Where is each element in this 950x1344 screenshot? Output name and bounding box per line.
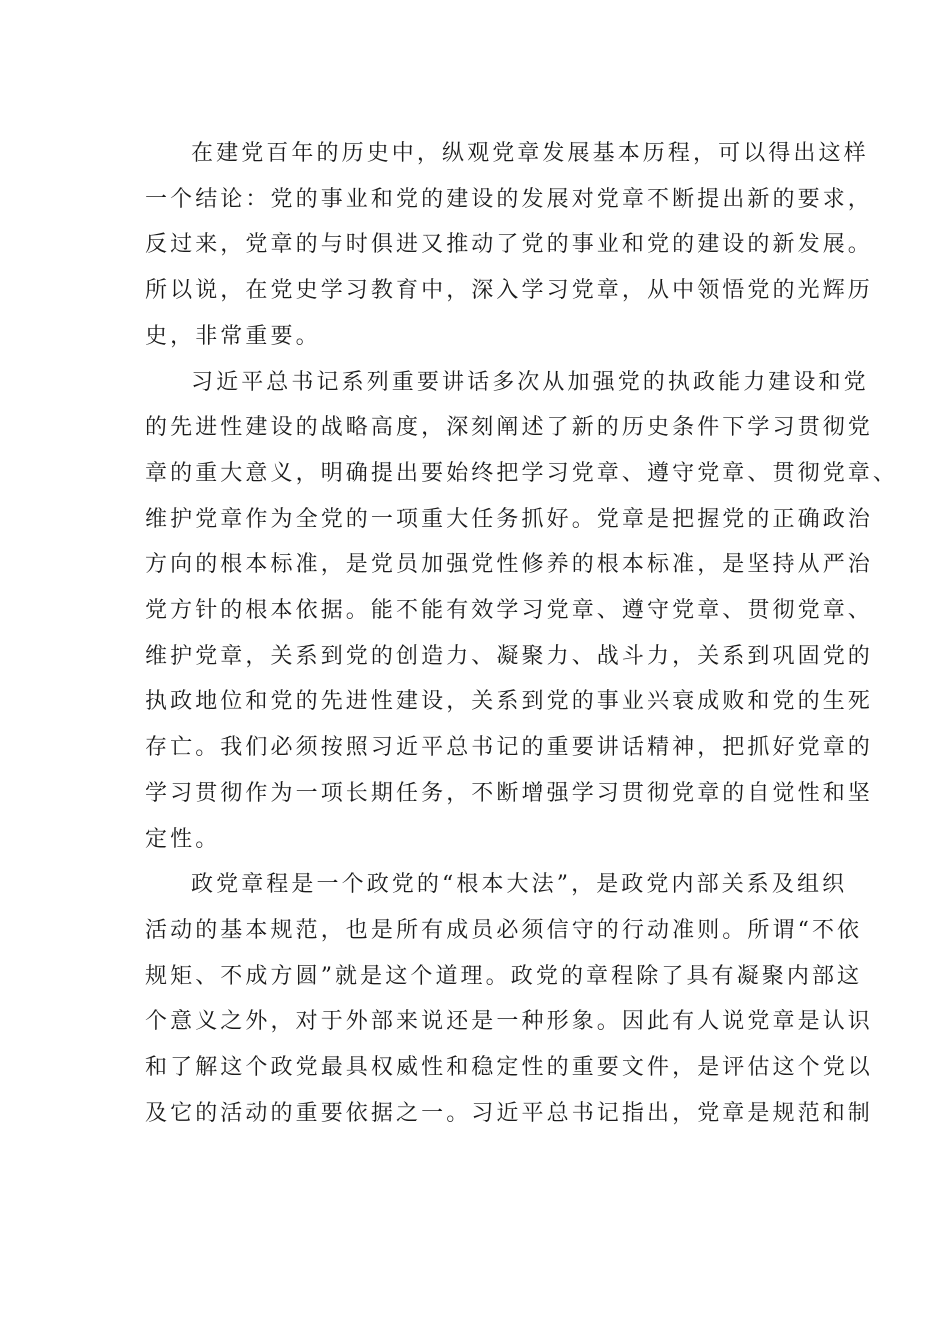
text-line: 习近平总书记系列重要讲话多次从加强党的执政能力建设和党 (191, 369, 869, 395)
text-line: 存亡。我们必须按照习近平总书记的重要讲话精神，把抓好党章的 (145, 735, 873, 761)
text-line: 史，非常重要。 (145, 323, 321, 349)
text-line: 章的重大意义，明确提出要始终把学习党章、遵守党章、贯彻党章、 (145, 460, 899, 486)
text-line: 定性。 (145, 826, 221, 852)
text-line: 规矩、不成方圆”就是这个道理。政党的章程除了具有凝聚内部这 (145, 963, 863, 989)
text-line: 维护党章，关系到党的创造力、凝聚力、战斗力，关系到巩固党的 (145, 643, 873, 669)
text-line: 在建党百年的历史中，纵观党章发展基本历程，可以得出这样 (191, 141, 869, 166)
text-line: 活动的基本规范，也是所有成员必须信守的行动准则。所谓“不依 (145, 917, 863, 943)
text-line: 和了解这个政党最具权威性和稳定性的重要文件，是评估这个党以 (145, 1055, 873, 1081)
text-line: 党方针的根本依据。能不能有效学习党章、遵守党章、贯彻党章、 (145, 598, 873, 624)
text-line: 反过来，党章的与时俱进又推动了党的事业和党的建设的新发展。 (145, 232, 873, 258)
paragraph-2 (145, 360, 899, 863)
text-line: 政党章程是一个政党的“根本大法”，是政党内部关系及组织 (191, 872, 848, 898)
paragraph-3 (145, 862, 873, 1136)
text-line: 学习贯彻作为一项长期任务，不断增强学习贯彻党章的自觉性和坚 (145, 780, 873, 806)
text-line: 执政地位和党的先进性建设，关系到党的事业兴衰成败和党的生死 (145, 689, 873, 715)
text-line: 方向的根本标准，是党员加强党性修养的根本标准，是坚持从严治 (145, 552, 873, 578)
document-body (145, 131, 899, 1136)
text-line: 的先进性建设的战略高度，深刻阐述了新的历史条件下学习贯彻党 (145, 415, 873, 441)
text-line: 及它的活动的重要依据之一。习近平总书记指出，党章是规范和制 (145, 1100, 873, 1126)
text-line: 所以说，在党史学习教育中，深入学习党章，从中领悟党的光辉历 (145, 278, 873, 304)
text-line: 维护党章作为全党的一项重大任务抓好。党章是把握党的正确政治 (145, 506, 873, 532)
text-line: 个意义之外，对于外部来说还是一种形象。因此有人说党章是认识 (145, 1009, 873, 1035)
text-line: 一个结论：党的事业和党的建设的发展对党章不断提出新的要求， (145, 186, 873, 212)
paragraph-1 (145, 131, 873, 360)
